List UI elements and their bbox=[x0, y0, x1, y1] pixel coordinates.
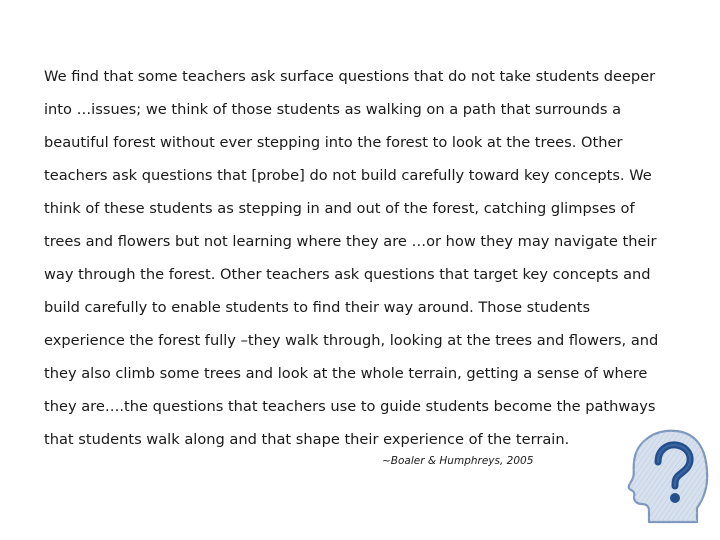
quote-line: We find that some teachers ask surface questions that do not take students deeper bbox=[44, 68, 656, 85]
quote-attribution: ~Boaler & Humphreys, 2005 bbox=[382, 455, 534, 467]
quote-line: they also climb some trees and look at the whole terrain, getting a sense of where bbox=[44, 365, 648, 382]
quote-line: that students walk along and that shape their experience of the terrain. bbox=[44, 431, 570, 448]
quote-line: teachers ask questions that [probe] do not build carefully toward key concepts. We bbox=[44, 167, 652, 184]
quote-line: experience the forest fully –they walk through, looking at the trees and flowers, and bbox=[44, 332, 659, 349]
quote-line: trees and flowers but not learning where they are …or how they may navigate their bbox=[44, 233, 657, 250]
quote-line: think of these students as stepping in and out of the forest, catching glimpses of bbox=[44, 200, 635, 217]
question-dot bbox=[670, 493, 680, 503]
quote-text bbox=[44, 60, 684, 456]
quote-line: way through the forest. Other teachers ask questions that target key concepts and bbox=[44, 266, 651, 283]
quote-line: beautiful forest without ever stepping into the forest to look at the trees. Other bbox=[44, 134, 623, 151]
question-head-icon bbox=[624, 428, 710, 524]
quote-line: build carefully to enable students to find their way around. Those students bbox=[44, 299, 591, 316]
quote-line: they are….the questions that teachers use to guide students become the pathways bbox=[44, 398, 656, 415]
quote-line: into …issues; we think of those students as walking on a path that surrounds a bbox=[44, 101, 622, 118]
